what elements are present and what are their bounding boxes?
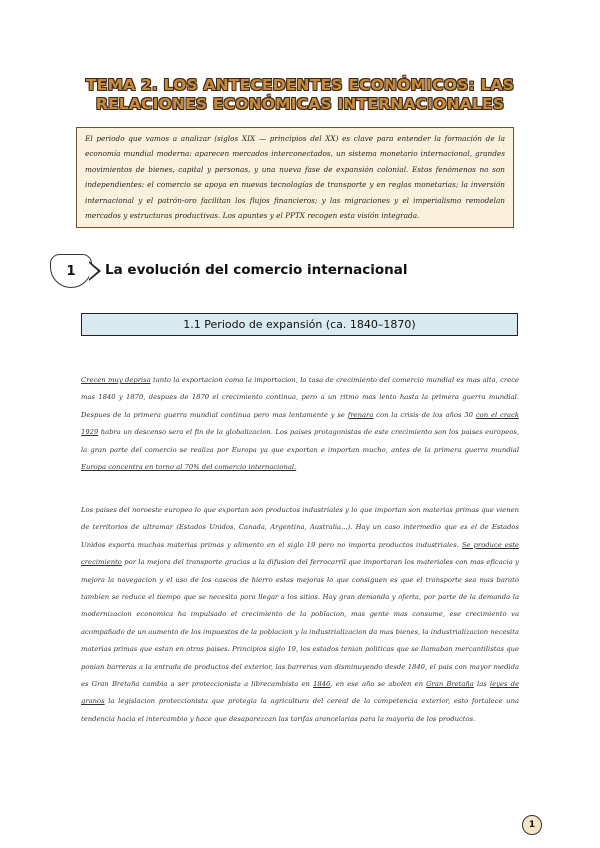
p2-text-4: las <box>473 680 490 689</box>
subsection-title: 1.1 Periodo de expansión (ca. 1840–1870) <box>183 318 416 331</box>
section-number-badge: 1 <box>50 254 92 288</box>
intro-box: El periodo que vamos a analizar (siglos XIX — principios del XX) es clave para entender la formación de la economía mundial moderna: aparecen mercados interconectados, un sistema monetario internacional, grandes movimientos de bienes, capital y personas, y una nueva fase de expansión colonial. Estos fenómenos no son independientes: el comercio se apoya en nuevas tecnologías de transporte y en reglas monetarias; la inversión internacional y el patrón-oro facilitan los flujos financieros; y las migraciones y el imperialismo remodelan mercados y estructuras productivas. Los apuntes y el PPTX recogen esta visión integrada. <box>76 127 514 228</box>
p1-text-4: habra un descenso sera el fin de la globalizacion. Los paises protagonistas de este crecimiento son los paises europeos, la gran parte del comercio se realiza por Europa ya que exportan e importan mucho, antes de la primera guerra mundial <box>81 428 519 454</box>
p2-underline-1: Se produce este crecimiento <box>81 540 519 567</box>
section-arrow-inner <box>89 263 98 279</box>
p1-underline-4: 1929 <box>81 428 99 437</box>
p2-text-1: Los paises del noroeste europeo lo que exportan son productos industriales y lo que importan son materias primas que vienen de territorios de ultramar (Estados Unidos, Canada, Argentina, Australia...). Hay un caso intermedio que es el de Estados Unidos exporta muchas materias primas y alimento en el siglo 19 pero no importa productos industriales. <box>81 506 519 549</box>
p2-text-5: la legislacion proteccionista que protegia la agricultura del cereal de la competencia exterior, esto fortalece una tendencia hacia el intercambio y hace que desaparezcan las tarifas arancelarias para la mayoria de los productos. <box>81 697 519 723</box>
p1-underline-2: frenara <box>347 410 374 419</box>
document-title: TEMA 2. LOS ANTECEDENTES ECONÓMICOS: LAS RELACIONES ECONÓMICAS INTERNACIONALES <box>85 76 515 113</box>
paragraph-1 <box>81 372 519 476</box>
section-title: La evolución del comercio internacional <box>105 262 408 278</box>
p1-underline-5: Europa concentra en torno al 70% del comercio internacional. <box>81 463 297 472</box>
paragraph-2 <box>81 502 519 728</box>
p2-underline-2: 1846 <box>313 680 331 689</box>
p2-underline-3: Gran Bretaña <box>426 680 474 689</box>
p2-text-3: , en ese año se abolen en <box>330 680 427 689</box>
page-number-badge: 1 <box>522 815 542 835</box>
p2-underline-4: leyes de granos <box>81 680 519 706</box>
p1-underline-3: con el crack <box>475 410 520 419</box>
p2-text-2: por la mejora del transporte gracias a la difusion del ferrocarril que importaran los materiales con mas eficacia y mejora la navegacion y el uso de los cascos de hierro estas mejoras lo que consiguen es que el transporte sea mas barato tambien se reduce el tiempo que se necesita para llegar a los sitios. Hay gran demanda y oferta, por parte de la demanda la modernizacion economica ha impulsado el crecimiento de la poblacion, mas gente mas consume, ese crecimiento va acompañado de un aumento de los impuestos de la poblacion y la industrializacion da mas bienes, la industrializacion necesita materias primas que estan en otros paises. Principios siglo 19, los estados tenian politicas que se llamaban mercantilistas que ponian barreras a la entrada de productos del exterior, las barreras van disminuyendo desde 1840, el pais con mayor medida es Gran Bretaña cambia a ser proteccionista a librecambista en <box>81 558 519 689</box>
p1-text-2: con la crisis de los años 30 <box>373 410 476 419</box>
p1-underline-1: Crecen muy deprisa <box>81 376 151 384</box>
subsection-header <box>81 313 518 336</box>
p1-text-1: tanto la exportacion como la importacion, la tasa de crecimiento del comercio mundial es mas alta, crece mas 1840 y 1870, despues de 1870 el crecimiento continua, pero a un ritmo mas lento hasta la primera guerra mundial. Despues de la primera guerra mundial continua pero mas lentamente y se <box>81 376 519 419</box>
